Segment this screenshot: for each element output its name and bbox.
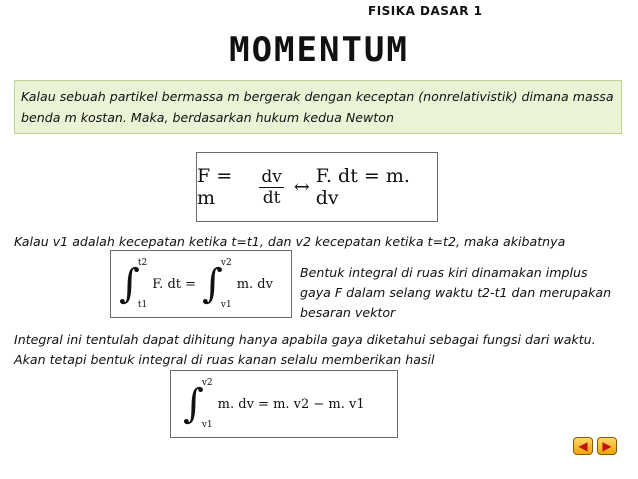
limit-lower: v1	[201, 420, 213, 430]
limit-lower: t1	[137, 300, 148, 310]
momentum-result-box	[170, 370, 398, 438]
arrow-left-icon: ◀	[578, 439, 588, 453]
limit-lower: v1	[220, 300, 232, 310]
eq1-denominator: dt	[262, 187, 281, 208]
integral-velocity	[202, 258, 232, 310]
arrow-right-icon: ▶	[602, 439, 612, 453]
eq1-fraction	[259, 167, 284, 208]
previous-slide-button[interactable]	[573, 437, 593, 455]
eq1-lhs: F = m	[197, 165, 233, 209]
integral-body: m. dv = m. v2 − m. v1	[217, 396, 365, 412]
course-header: FISIKA DASAR 1	[368, 4, 483, 18]
eq1-numerator: dv	[261, 166, 282, 187]
integral-sign: ∫	[119, 261, 140, 307]
integral-sign: ∫	[183, 381, 204, 427]
eq1-rhs: F. dt = m. dv	[315, 165, 410, 209]
paragraph-integral: Integral ini tentulah dapat dihitung hanya apabila gaya diketahui sebagai fungsi dari waktu. Akan tetapi bentuk integral di ruas kanan selalu memberikan hasil	[14, 332, 596, 367]
intro-box: Kalau sebuah partikel bermassa m bergerak dengan keceptan (nonrelativistik) dimana massa benda m kostan. Maka, berdasarkan hukum kedua Newton	[14, 80, 622, 134]
next-slide-button[interactable]	[597, 437, 617, 455]
integral-sign: ∫	[202, 261, 223, 307]
integral-body: m. dv	[236, 276, 273, 292]
integral-body: F. dt =	[152, 276, 197, 292]
eq1-arrow: ↔	[293, 176, 310, 198]
limit-upper: t2	[137, 258, 148, 268]
page-title: MOMENTUM	[229, 30, 409, 70]
integral-time	[119, 258, 147, 310]
newton-equation-box	[196, 152, 438, 222]
integral-velocity	[183, 378, 213, 430]
impulse-equation-box	[110, 250, 292, 318]
paragraph-velocity: Kalau v1 adalah kecepatan ketika t=t1, dan v2 kecepatan ketika t=t2, maka akibatnya	[14, 234, 566, 249]
limit-upper: v2	[201, 378, 213, 388]
impulse-note: Bentuk integral di ruas kiri dinamakan implus gaya F dalam selang waktu t2-t1 dan merupakan besaran vektor	[300, 265, 612, 320]
limit-upper: v2	[220, 258, 232, 268]
